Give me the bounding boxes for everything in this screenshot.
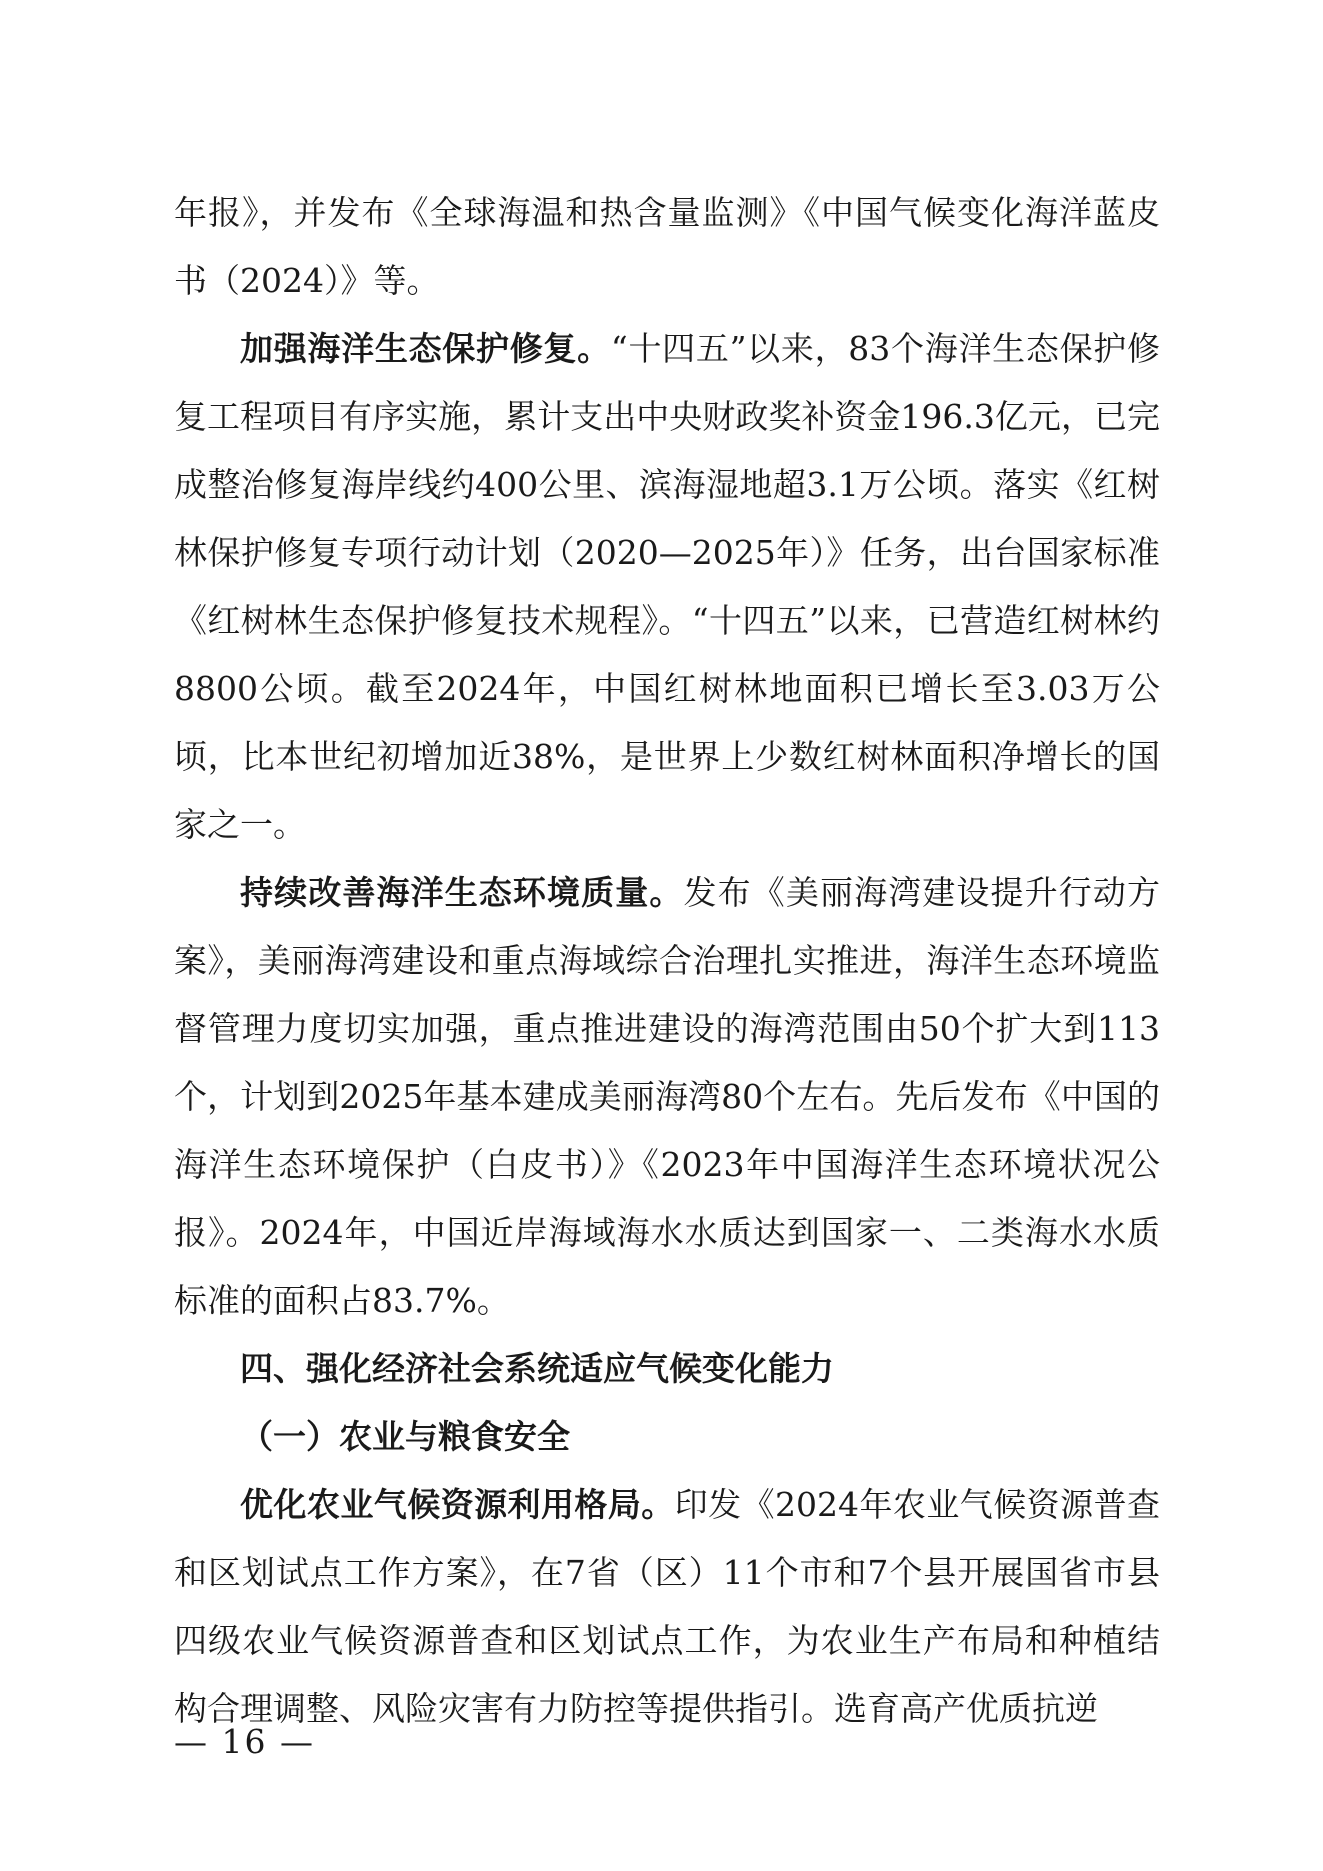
paragraph-agri-climate (174, 1471, 1160, 1743)
document-body (174, 179, 1160, 1743)
paragraph-lead: 持续改善海洋生态环境质量。 (240, 873, 684, 912)
paragraph-lead: 加强海洋生态保护修复。 (240, 329, 611, 368)
paragraph-text: 印发《2024年农业气候资源普查和区划试点工作方案》，在7省（区）11个市和7个县开展国省市县四级农业气候资源普查和区划试点工作，为农业生产布局和种植结构合理调整、风险灾害有力防控等提供指引。选育高产优质抗逆 (174, 1485, 1161, 1728)
subsection-heading: （一）农业与粮食安全 (240, 1417, 570, 1456)
paragraph-text: 发布《美丽海湾建设提升行动方案》，美丽海湾建设和重点海域综合治理扎实推进，海洋生态环境监督管理力度切实加强，重点推进建设的海湾范围由50个扩大到113个，计划到2025年基本建成美丽海湾80个左右。先后发布《中国的海洋生态环境保护（白皮书）》《2023年中国海洋生态环境状况公报》。2024年，中国近岸海域海水水质达到国家一、二类海水水质标准的面积占83.7%。 (174, 873, 1161, 1320)
section-heading: 四、强化经济社会系统适应气候变化能力 (240, 1349, 834, 1388)
paragraph-text: “十四五”以来，83个海洋生态保护修复工程项目有序实施，累计支出中央财政奖补资金196.3亿元，已完成整治修复海岸线约400公里、滨海湿地超3.1万公顷。落实《红树林保护修复专项行动计划（2020—2025年）》任务，出台国家标准《红树林生态保护修复技术规程》。“十四五”以来，已营造红树林约8800公顷。截至2024年，中国红树林地面积已增长至3.03万公顷，比本世纪初增加近38%，是世界上少数红树林面积净增长的国家之一。 (174, 329, 1161, 844)
paragraph-continuation (174, 179, 1160, 315)
paragraph-lead: 优化农业气候资源利用格局。 (240, 1485, 675, 1524)
page-number: — 16 — (174, 1722, 315, 1761)
paragraph-marine-restoration (174, 315, 1160, 859)
paragraph-text: 年报》，并发布《全球海温和热含量监测》《中国气候变化海洋蓝皮书（2024）》等。 (174, 193, 1160, 300)
paragraph-marine-environment (174, 859, 1160, 1335)
